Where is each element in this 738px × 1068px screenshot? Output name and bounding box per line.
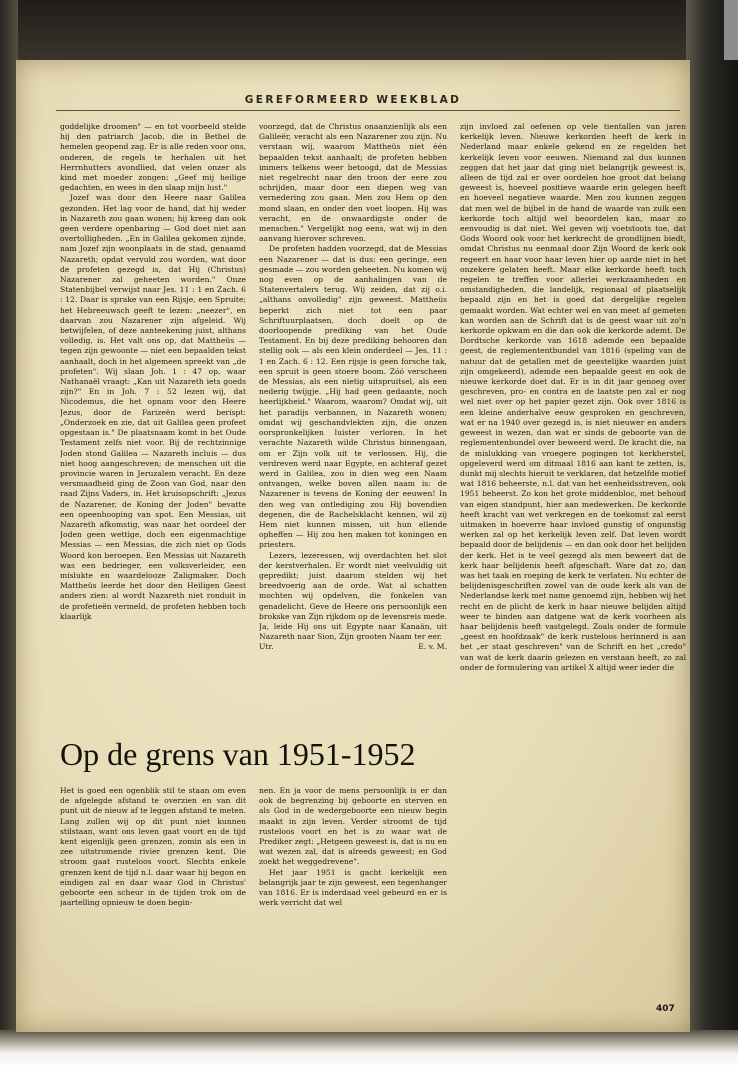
text-column-4 [60, 786, 246, 1006]
signature-place: Utr. [259, 642, 274, 652]
scan-frame-right [686, 0, 738, 1040]
paragraph: nen. En ja voor de mens persoonlijk is er dan ook de begrenzing bij geboorte en sterven en als God in de wedergeboorte een nieuw begin maakt in zijn leven. Verder stroomt de tijd rusteloos voort en het is zo waar wat de Prediker zegt: „Hetgeen geweest is, dat is nu en wat wezen zal, dat is alreeds geweest; en God zoekt het weggedrevene". [259, 786, 447, 867]
newspaper-page [16, 60, 690, 1032]
paragraph: goddelijke droomen" — en tot voorbeeld stelde hij den patriarch Jacob, die in Bethel de hemelen geopend zag. Er is alle reden voor ons, onderen, de regels te herhalen uit het Herrnhutters avondlied, dat velen onzer als kind met moeder zongen: „Geef mij heilige gedachten, en wees in den slaap mijn lust." [60, 122, 246, 193]
paragraph: De profeten hadden voorzegd, dat de Messias een Nazarener — dat is dus: een geringe, een gesmade — zou worden geheeten. Nu komen wij nog even op de aanhalingen van de Statenvertalers terug. Wij zeiden, dat zij o.i. „althans onvolledig" zijn geweest. Mattheüs beperkt zich niet tot een paar Schriftuurplaatsen, doch doelt op de doorloopende prediking van het Oude Testament. En bij deze prediking behooren dan stellig ook — als een klein onderdeel — Jes. 11 : 1 en Zach. 6 : 12. Een rijsje is geen forsche tak, een spruit is geen stoere boom. Zóó verscheen de Messias, als een nietig uitspruitsel, als een nederig twijgje. „Hij had geen gedaante, noch heerlijkheid." Waarom, waarom? Omdat wij, uit het paradijs verbannen, in Nazareth wonen; omdat wij geschandvlekten zijn, die onzen oorspronkelijken luister verloren. In het verachte Nazareth wilde Christus binnengaan, om er Zijn volk uit te verlossen. Hij, die verdreven werd naar Egypte, en achteraf gezet werd in Galilea, zou in dien weg een Naam ontvangen, welke boven allen naam is: de Nazarener is tevens de Koning der eeuwen! In den weg van ontlediging zou Hij bovendien degenen, die de Rachelsklacht kennen, wil zij Hem niet kunnen missen, uit hun ellende opheffen — Hij zou hen maken tot koningen en priesters. [259, 244, 447, 550]
text-column-2 [259, 122, 447, 726]
page-header: GEREFORMEERD WEEKBLAD [244, 94, 462, 106]
article-signature [259, 642, 447, 652]
text-column-3 [460, 122, 686, 1022]
text-column-5 [259, 786, 447, 1006]
paragraph: Lezers, lezeressen, wij overdachten het slot der kerstverhalen. Er wordt niet veelvuldig uit gepredikt; juist daarom stelden wij het breedvoerig aan de orde. Wat al schatten mochten wij opdelven, die fonkelen van genadelicht. Geve de Heere ons persoonlijk een brokske van Zijn rijkdom op de levensreis mede. Ja, leide Hij ons uit Egypte naar Kanaän, uit Nazareth naar Sion, Zijn grooten Naam ter eer. [259, 550, 447, 642]
page-number: 407 [656, 1004, 675, 1014]
text-column-1 [60, 122, 246, 726]
paragraph: Het is goed een ogenblik stil te staan om even de afgelegde afstand te overzien en van dit punt uit de nieuw af te leggen afstand te meten. Lang zullen wij op dit punt niet kunnen stilstaan, want ons leven gaat voort en de tijd kent eigenlijk geen grenzen, zomin als een in zee uitstromende rivier grenzen kent. Die stroom gaat rusteloos voort. Slechts enkele grenzen kent de tijd n.l. daar waar hij begon en eindigen zal en daar waar God in Christus' geboorte een scheur in de tijden trok om de jaartelling opnieuw te doen begin- [60, 786, 246, 908]
header-rule [56, 110, 680, 111]
paragraph: Jozef was door den Heere naar Galilea gezonden. Het lag voor de hand, dat hij weder in Nazareth zou gaan wonen; hij kreeg dan ook geen verdere openbaring — God doet niet aan overtolligheden. „En in Galilea gekomen zijnde, nam Jozef zijn woonplaats in de stad, genaamd Nazareth; opdat vervuld zou worden, wat door de profeten gezegd is, dat Hij (Christus) Nazarener zal geheeten worden." Onze Statenbijbel verwijst naar Jes. 11 : 1 en Zach. 6 : 12. Daar is sprake van een Rijsje, een Spruite; het Hebreeuwsch geeft te lezen: „neezer", en daarvan zou Nazarener zijn afgeleid. Wij betwijfelen, of deze aanteekening juist, althans volledig, is. Het valt ons op, dat Mattheüs — tegen zijn gewoonte — niet een bepaalden tekst aanhaalt, doch in het algemeen spreekt van „de profeten". Wij slaan Joh. 1 : 47 op, waar Nathanaël vraagt: „Kan uit Nazareth iets goeds zijn?" En in Joh. 7 : 52 lezen wij, dat Nicodemus, die het opnam voor den Heere Jezus, door de Farizeën werd berispt: „Onderzoek en zie, dat uit Galilea geen profeet opgestaan is." De plaatsnaam komt in het Oude Testament zelfs niet voor. Bij de rechtzinnige Joden stond Galilea — Nazareth incluis — dus niet hoog aangeschreven; de menschen uit die provincie waren in Jeruzalem veracht. En deze versmaadheid ging de Zoon van God, naar den raad Zijns Vaders, in. Het kruisopschrift: „Jezus de Nazarener, de Koning der Joden" bevatte een opeenhooping van spot. Een Messias, uit Nazareth afkomstig, was naar het oordeel der Joden geen wettige, doch een eigenmachtige Messias — een Messias, die zich niet op Gods Woord kon beroepen. Een Messias uit Nazareth was een bedrieger, een volksverleider, een mislukte en waardelooze Zaligmaker. Doch Mattheüs leerde het door den Heiligen Geest anders zien: al wordt Nazareth niet ronduit in de profetieën vermeld, de profeten hebben toch klaarlijk [60, 193, 246, 621]
paragraph: voorzegd, dat de Christus onaanzienlijk als een Galileër, veracht als een Nazarener zou zijn. Nu verstaan wij, waarom Mattheüs niet één bepaalden tekst aanhaalt; de profeten hebben immers telkens weer betoogd, dat de Messias niet regelrecht naar den troon der eere zou schrijden, maar door een diepen weg van vernedering zou gaan. Men zou Hem op den mond slaan, en onder den voet loopen. Hij was veracht, en de onwaardigste onder de menschen." Vergelijkt nog eens, wat wij in den aanvang hierover schreven. [259, 122, 447, 244]
scan-frame-bottom [0, 1030, 738, 1068]
article-title: Op de grens van 1951-1952 [60, 736, 416, 772]
paragraph: zijn invloed zal oefenen op vele tientallen van jaren kerkelijk leven. Nieuwe kerkorden heeft de kerk in Nederland maar enkele gekend en ze regelden het kerkelijk leven voor eeuwen. Niemand zal dus kunnen zeggen dat het jaar dat ging niet belangrijk geweest is, alleen de tijd zal er over oordelen hoe groot dat belang geweest is, hoeveel positieve waarde erin gelegen heeft en hoeveel negatieve waarde. Men zou kunnen zeggen dat men wel de bijbel in de hand de waarde van zulk een kerkorde toch altijd wel beoordelen kan, maar zo eenvoudig is dat niet. Wel geven wij voetstoots toe, dat Gods Woord ook voor het kerkrecht de grondlijnen biedt, omdat Christus nu eenmaal door Zijn Woord de kerk ook regeert en haar voor haar leven hier op aarde niet in het onzekere gelaten heeft. Maar elke kerkorde heeft toch regelen te treffen voor allerlei werkzaamheden en omstandigheden, die landelijk, regionaal of plaatselijk bepaald zijn en het is goed dat dergelijke regelen gemaakt worden. Wat echter wel en van meet af gemeten kan worden aan de Schrift dat is de geest waar uit zo'n kerkorde opkwam en die dan ook die kerkorde ademt. De Dordtsche kerkorde van 1618 ademde een bepaalde geest, de reglemententbundel van 1816 (speling van de natuur dat de getallen met de geestelijke waarden juist zijn omgekeerd), ademde een bepaalde geest en ook de nieuwe kerkorde doet dat. Er is in dit jaar genoeg over geschreven, pro- en contra en de laatste pen zal er nog wel niet over op het papier gezet zijn. Ook over 1816 is een kleine anderhalve eeuw gesproken en geschreven, wat er na 1940 over gezegd is, is niet nieuwer en anders geweest in wezen, dan wat er sinds de geboorte van de reglementenbundel over beweerd werd. De kracht die, na de mislukking van vroegere pogingen tot kerkherstel, opgeleverd werd om ditmaal 1816 aan kant te zetten, is, dunkt mij slechts hieruit te verklaren, dat hetzelfde motief wat 1816 beheerste, n.l. dat van het eenheidsstreven, ook 1951 beheerst. Zo kon het grote middenbloc, met behoud van eigen standpunt, hier aan medewerken. De kerkorde heeft kracht van wet verkregen en de toekomst zal eerst uitmaken in hoeverre haar invloed gunstig of ongunstig werken zal op het kerkelijk leven zelf. Dat leven wordt bepaald door de belijdenis — en dan ook door het belijden der kerk. Het is te veel gezegd als men beweert dat de kerk haar belijdenis heeft afgeschaft. Ware dat zo, dan was het taak en roeping de kerk te verlaten. Nu echter de belijdenisgeschriften zowel van de oude kerk als van de Nederlandse kerk met name genoemd zijn, hebben wij het recht en de plicht de kerk in haar nieuwe belijden altijd weer te binden aan datgene wat de kerk voorheen als haar belijdenis heeft vastgelegd. Zoals onder de formule „geest en hoofdzaak" de kerk rusteloos herinnerd is aan het „er staat geschreven" van de Schrift en het „credo" van wat de kerk daarin gelezen en verstaan heeft, zo zal onder de formulering van artikel X altijd weer ieder die [460, 122, 686, 672]
signature-author: E. v. M. [418, 642, 447, 652]
scan-frame-top [0, 0, 738, 62]
scan-edge-marker [724, 0, 738, 60]
paragraph: Het jaar 1951 is gacht kerkelijk een belangrijk jaar te zijn geweest, een tegenhanger van 1816. Er is inderdaad veel gebeurd en er is werk verricht dat wel [259, 867, 447, 908]
